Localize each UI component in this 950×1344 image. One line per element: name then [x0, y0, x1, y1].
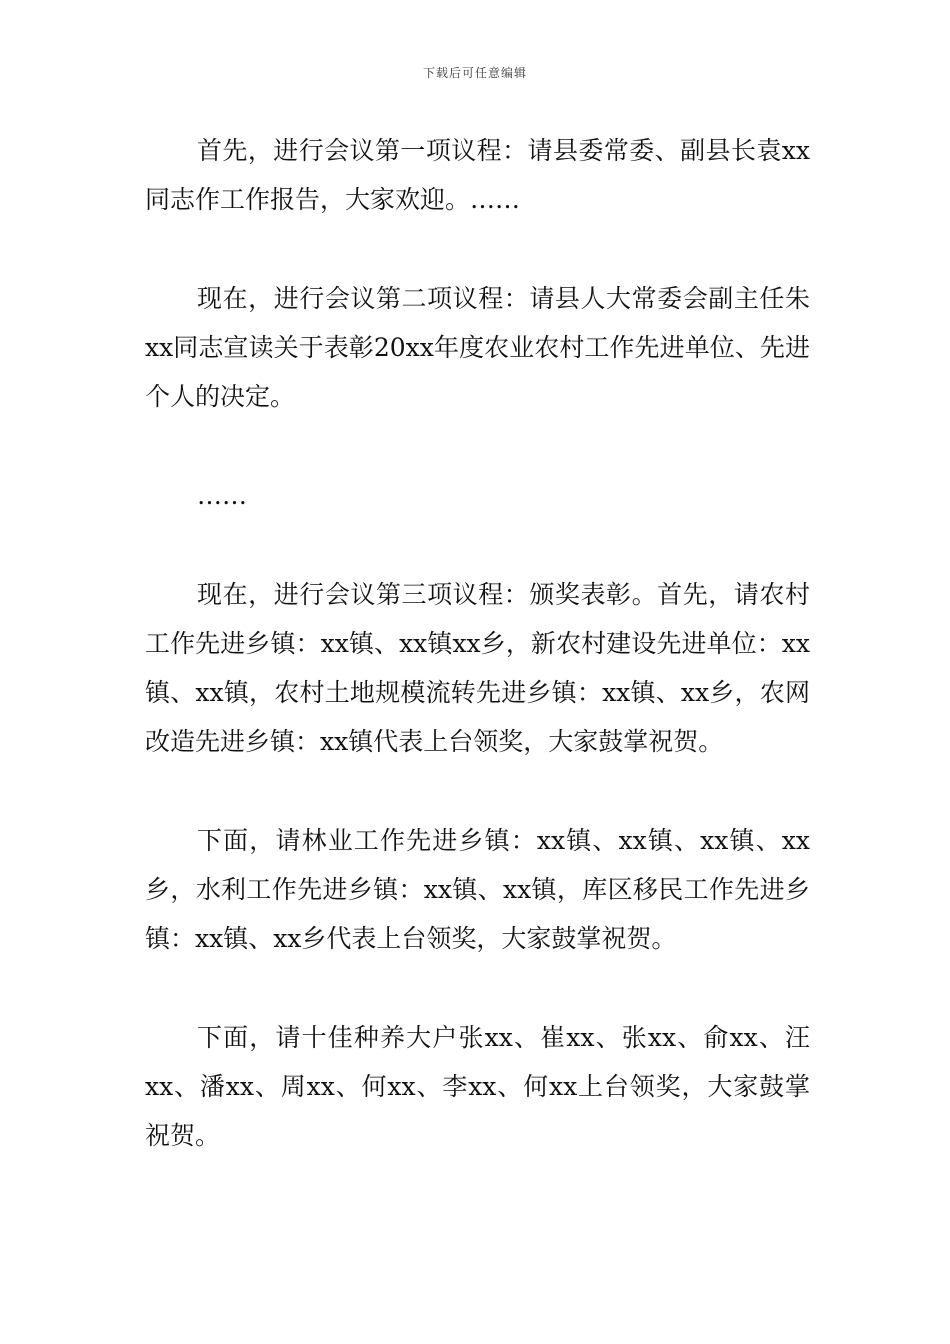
paragraph-ellipsis: …… — [197, 481, 247, 510]
paragraph-agenda-1: 首先，进行会议第一项议程：请县委常委、副县长袁xx同志作工作报告，大家欢迎。…… — [145, 136, 810, 214]
paragraph-forestry-awards: 下面，请林业工作先进乡镇：xx镇、xx镇、xx镇、xx乡，水利工作先进乡镇：xx镇、xx镇，库区移民工作先进乡镇：xx镇、xx乡代表上台领奖，大家鼓掌祝贺。 — [145, 826, 810, 953]
document-body — [145, 126, 810, 1160]
paragraph-gap — [145, 766, 810, 816]
paragraph-gap — [145, 421, 810, 471]
paragraph-gap — [145, 963, 810, 1013]
paragraph-gap — [145, 520, 810, 570]
paragraph-gap — [145, 224, 810, 274]
paragraph-farmer-awards: 下面，请十佳种养大户张xx、崔xx、张xx、俞xx、汪xx、潘xx、周xx、何xx、李xx、何xx上台领奖，大家鼓掌祝贺。 — [145, 1023, 810, 1150]
page-header: 下载后可任意编辑 — [422, 66, 527, 80]
paragraph-agenda-2: 现在，进行会议第二项议程：请县人大常委会副主任朱xx同志宣读关于表彰20xx年度农业农村工作先进单位、先进个人的决定。 — [145, 284, 810, 411]
paragraph-agenda-3: 现在，进行会议第三项议程：颁奖表彰。首先，请农村工作先进乡镇：xx镇、xx镇xx乡，新农村建设先进单位：xx镇、xx镇，农村土地规模流转先进乡镇：xx镇、xx乡，农网改造先进乡镇：xx镇代表上台领奖，大家鼓掌祝贺。 — [145, 580, 810, 756]
